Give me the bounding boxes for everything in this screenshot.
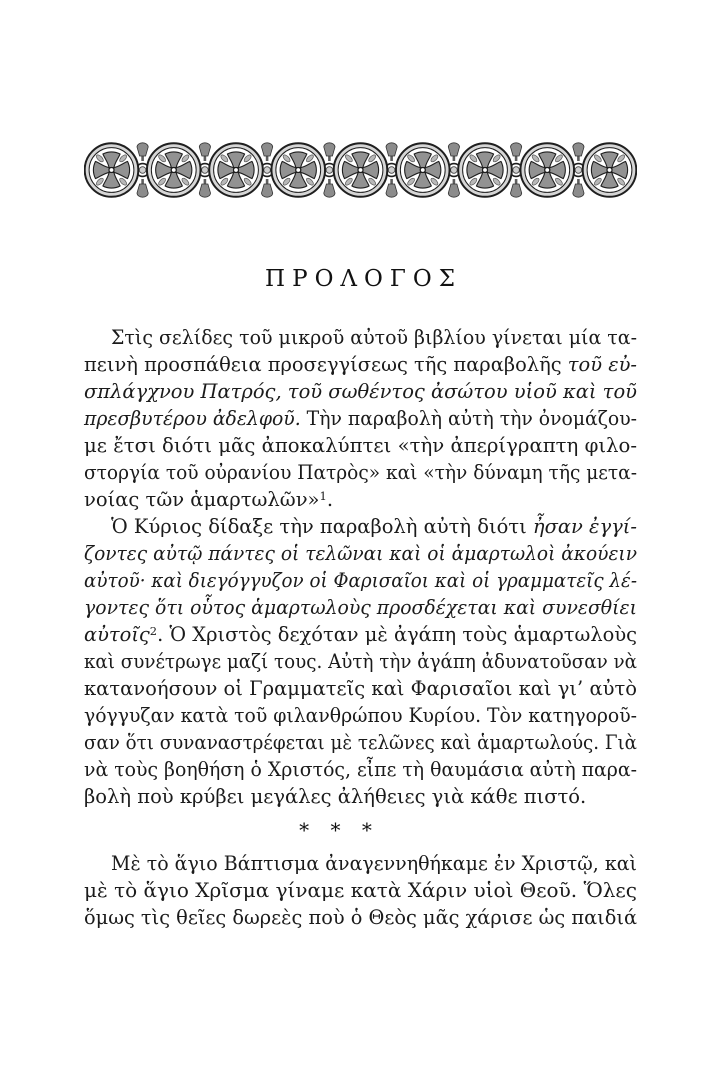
text-line bbox=[84, 756, 637, 783]
cross-medallion-icon bbox=[84, 141, 637, 199]
text-run: καὶ συνέτρωγε μαζί τους. Αὐτὴ τὴν ἀγάπη ἀδυνατοῦσαν νὰ bbox=[84, 650, 637, 673]
text-line bbox=[84, 486, 637, 513]
text-run: ἦσαν ἐγγί- bbox=[532, 515, 637, 538]
footnote-ref: 2 bbox=[149, 624, 158, 638]
text-line-content bbox=[84, 351, 637, 378]
text-line bbox=[84, 405, 637, 432]
text-line bbox=[84, 702, 637, 729]
text-run: αὐτοῖς bbox=[84, 623, 150, 646]
text-run: Τὴν παραβολὴ αὐτὴ τὴν ὀνομάζου- bbox=[300, 407, 637, 430]
text-run: πρεσβυτέρου ἀδελφοῦ. bbox=[84, 407, 301, 430]
text-line-content bbox=[84, 621, 637, 648]
text-run: γοντες ὅτι οὗτος ἁμαρτωλοὺς προσδέχεται καὶ συνεσθίει bbox=[84, 596, 637, 619]
text-line bbox=[84, 459, 637, 486]
text-line-content bbox=[84, 675, 637, 702]
text-run: αὐτοῦ· καὶ διεγόγγυζον οἱ Φαρισαῖοι καὶ οἱ γραμματεῖς λέ- bbox=[84, 569, 637, 592]
paragraph bbox=[84, 850, 637, 931]
text-run: ζοντες αὐτῷ πάντες οἱ τελῶναι καὶ οἱ ἁμαρτωλοὶ ἀκούειν bbox=[84, 542, 637, 565]
text-line bbox=[84, 850, 637, 877]
text-run: νὰ τοὺς βοηθήση ὁ Χριστός, εἶπε τὴ θαυμάσια αὐτὴ παρα- bbox=[84, 758, 637, 781]
text-line bbox=[84, 513, 637, 540]
text-line-content bbox=[84, 594, 637, 621]
text-line bbox=[84, 432, 637, 459]
text-line-content bbox=[84, 877, 637, 904]
text-line bbox=[84, 675, 637, 702]
text-run: Μὲ τὸ ἅγιο Βάπτισμα ἀναγεννηθήκαμε ἐν Χριστῷ, καὶ bbox=[111, 852, 637, 875]
text-run: πεινὴ προσπάθεια προσεγγίσεως τῆς παραβολῆς bbox=[84, 353, 568, 376]
text-line bbox=[84, 648, 637, 675]
text-line-content bbox=[84, 729, 637, 756]
text-line-content bbox=[84, 702, 637, 729]
text-run: μὲ τὸ ἅγιο Χρῖσμα γίναμε κατὰ Χάριν υἱοὶ Θεοῦ. Ὅλες bbox=[84, 879, 637, 902]
text-line bbox=[84, 729, 637, 756]
text-line bbox=[84, 877, 637, 904]
text-line-content bbox=[84, 378, 637, 405]
text-line bbox=[84, 378, 637, 405]
text-run: γόγγυζαν κατὰ τοῦ φιλανθρώπου Κυρίου. Τὸν κατηγοροῦ- bbox=[84, 704, 637, 727]
text-run: στοργία τοῦ οὐρανίου Πατρὸς» καὶ «τὴν δύναμη τῆς μετα- bbox=[84, 461, 637, 484]
text-line-content bbox=[111, 324, 637, 351]
text-run: βολὴ ποὺ κρύβει μεγάλες ἀλήθειες γιὰ κάθε πιστό. bbox=[84, 785, 587, 808]
text-line-content bbox=[84, 486, 333, 513]
text-line bbox=[84, 567, 637, 594]
paragraph bbox=[84, 513, 637, 810]
text-line-content bbox=[84, 904, 637, 931]
paragraph bbox=[84, 324, 637, 513]
text-run: κατανοήσουν οἱ Γραμματεῖς καὶ Φαρισαῖοι καὶ γι’ αὐτὸ bbox=[84, 677, 637, 700]
text-line bbox=[84, 621, 637, 648]
text-line-content bbox=[84, 405, 637, 432]
text-run: . Ὁ Χριστὸς δεχόταν μὲ ἀγάπη τοὺς ἁμαρτωλοὺς bbox=[157, 623, 637, 646]
text-run: Ὁ Κύριος δίδαξε τὴν παραβολὴ αὐτὴ διότι bbox=[111, 515, 533, 538]
text-line-content bbox=[84, 756, 637, 783]
text-line-content bbox=[84, 540, 637, 567]
text-line bbox=[84, 783, 637, 810]
text-run: Στὶς σελίδες τοῦ μικροῦ αὐτοῦ βιβλίου γίνεται μία τα- bbox=[111, 326, 637, 349]
text-line-content bbox=[111, 513, 637, 540]
text-run: σπλάγχνου Πατρός, τοῦ σωθέντος ἀσώτου υἱοῦ καὶ τοῦ bbox=[84, 380, 637, 403]
text-line-content bbox=[84, 567, 637, 594]
text-run: . bbox=[326, 488, 334, 511]
text-line bbox=[84, 904, 637, 931]
text-line bbox=[84, 324, 637, 351]
text-run: με ἔτσι διότι μᾶς ἀποκαλύπτει «τὴν ἀπερίγραπτη φιλο- bbox=[84, 434, 637, 457]
footnote-ref: 1 bbox=[319, 489, 327, 503]
text-line-content bbox=[84, 432, 637, 459]
text-line-content bbox=[84, 459, 637, 486]
section-separator: * * * bbox=[299, 818, 374, 842]
text-line-content bbox=[84, 783, 586, 810]
text-run: νοίας τῶν ἁμαρτωλῶν» bbox=[84, 488, 320, 511]
ornament-band bbox=[84, 141, 637, 199]
text-run: ὅμως τὶς θεῖες δωρεὲς ποὺ ὁ Θεὸς μᾶς χάρισε ὡς παιδιά bbox=[84, 906, 637, 929]
body-text bbox=[84, 324, 637, 931]
text-line bbox=[84, 594, 637, 621]
text-run: τοῦ εὐ- bbox=[567, 353, 637, 376]
text-line bbox=[84, 351, 637, 378]
text-run: σαν ὅτι συναναστρέφεται μὲ τελῶνες καὶ ἁμαρτωλούς. Γιὰ bbox=[84, 731, 637, 754]
page-title: ΠΡΟΛΟΓΟΣ bbox=[265, 266, 462, 292]
text-line bbox=[84, 540, 637, 567]
text-line-content bbox=[84, 648, 637, 675]
text-line-content bbox=[111, 850, 637, 877]
